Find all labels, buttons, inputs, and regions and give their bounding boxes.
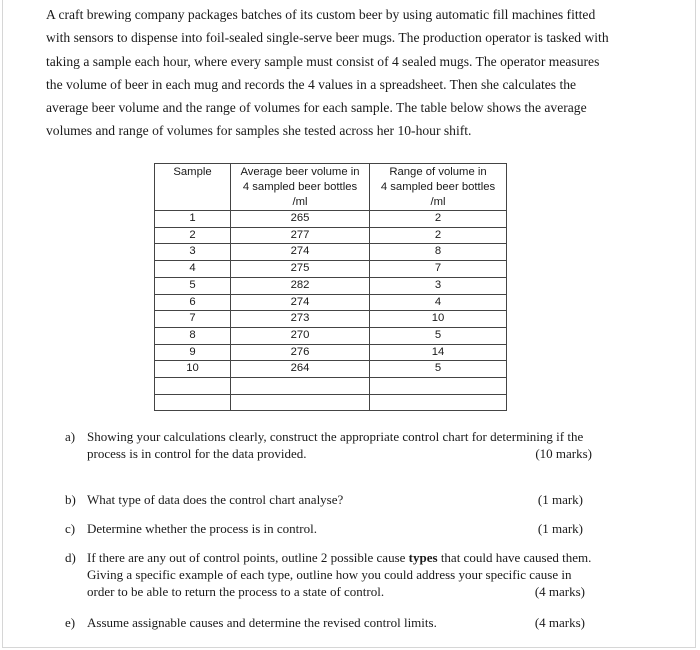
question-text: Determine whether the process is in control. (87, 521, 317, 536)
cell-sample: 9 (155, 344, 231, 361)
question-letter: e) (65, 615, 76, 630)
question-text: What type of data does the control chart analyse? (87, 492, 344, 507)
cell-average: 265 (231, 211, 370, 228)
question-line: order to be able to return the process to a state of control. (87, 584, 385, 599)
question-line: Showing your calculations clearly, construct the appropriate control chart for determining if the (87, 429, 584, 444)
intro-line: taking a sample each hour, where every sample must consist of 4 sealed mugs. The operator measures (46, 53, 600, 69)
header-average-volume (231, 164, 370, 211)
table-header-row (155, 164, 507, 211)
intro-line: the volume of beer in each mug and records the 4 values in a spreadsheet. Then she calculates the (46, 76, 577, 92)
cell-average: 270 (231, 327, 370, 344)
question-letter: c) (65, 521, 76, 536)
question-line: Giving a specific example of each type, outline how you could address your specific cause in (87, 567, 572, 582)
cell-range: 14 (370, 344, 507, 361)
empty-table-row (155, 394, 507, 411)
cell-range: 2 (370, 227, 507, 244)
question-letter: b) (65, 492, 76, 507)
cell-average: 282 (231, 277, 370, 294)
table-row (155, 344, 507, 361)
question-letter: a) (65, 429, 76, 444)
intro-line: A craft brewing company packages batches of its custom beer by using automatic fill machines fitted (46, 7, 596, 22)
table-row (155, 261, 507, 278)
question-line (87, 549, 622, 566)
header-range-line: 4 sampled beer bottles (380, 181, 496, 193)
header-avg-line: 4 sampled beer bottles (242, 181, 358, 193)
cell-range: 5 (370, 327, 507, 344)
table-row (155, 211, 507, 228)
question-letter: d) (65, 550, 76, 565)
cell-range: 10 (370, 311, 507, 328)
cell-sample: 2 (155, 227, 231, 244)
header-range-volume (370, 164, 507, 211)
question-line: process is in control for the data provided. (87, 446, 307, 461)
table-row (155, 294, 507, 311)
cell-sample: 1 (155, 211, 231, 228)
empty-cell (370, 394, 507, 411)
header-sample-label: Sample (173, 166, 212, 178)
table-row (155, 327, 507, 344)
table-row (155, 277, 507, 294)
table-row (155, 244, 507, 261)
empty-cell (231, 394, 370, 411)
cell-range: 8 (370, 244, 507, 261)
cell-sample: 6 (155, 294, 231, 311)
cell-range: 3 (370, 277, 507, 294)
question-emphasis: types (408, 550, 438, 565)
cell-average: 276 (231, 344, 370, 361)
cell-average: 275 (231, 261, 370, 278)
intro-line: volumes and range of volumes for samples she tested across her 10-hour shift. (46, 123, 472, 139)
question-marks: (4 marks) (534, 615, 585, 630)
table-row (155, 361, 507, 378)
intro-paragraph (46, 3, 646, 143)
cell-range: 4 (370, 294, 507, 311)
cell-average: 274 (231, 244, 370, 261)
question-marks: (10 marks) (535, 446, 592, 461)
empty-table-row (155, 378, 507, 395)
header-avg-line: Average beer volume in (240, 166, 360, 178)
cell-average: 264 (231, 361, 370, 378)
sample-data-table (154, 163, 507, 411)
empty-cell (155, 394, 231, 411)
cell-range: 7 (370, 261, 507, 278)
cell-range: 5 (370, 361, 507, 378)
question-text-part: If there are any out of control points, outline 2 possible cause (87, 550, 409, 565)
cell-average: 273 (231, 311, 370, 328)
empty-cell (155, 378, 231, 395)
header-range-line: Range of volume in (389, 166, 487, 178)
cell-sample: 10 (155, 361, 231, 378)
cell-average: 274 (231, 294, 370, 311)
question-text (87, 428, 605, 462)
intro-line: with sensors to dispense into foil-sealed single-serve beer mugs. The production operator is tasked with (46, 30, 609, 46)
question-text: Assume assignable causes and determine the revised control limits. (87, 615, 437, 630)
question-text-part: that could have caused them. (437, 550, 592, 565)
cell-sample: 8 (155, 327, 231, 344)
empty-cell (370, 378, 507, 395)
intro-line: average beer volume and the range of volumes for each sample. The table below shows the average (46, 100, 587, 116)
question-marks: (1 mark) (537, 521, 583, 536)
cell-sample: 7 (155, 311, 231, 328)
cell-sample: 3 (155, 244, 231, 261)
table-row (155, 227, 507, 244)
question-marks: (1 mark) (537, 492, 583, 507)
header-sample (155, 164, 231, 211)
table-row (155, 311, 507, 328)
cell-average: 277 (231, 227, 370, 244)
header-range-line: /ml (430, 196, 446, 208)
header-avg-line: /ml (292, 196, 308, 208)
cell-sample: 5 (155, 277, 231, 294)
question-marks: (4 marks) (534, 584, 585, 599)
cell-range: 2 (370, 211, 507, 228)
empty-cell (231, 378, 370, 395)
cell-sample: 4 (155, 261, 231, 278)
